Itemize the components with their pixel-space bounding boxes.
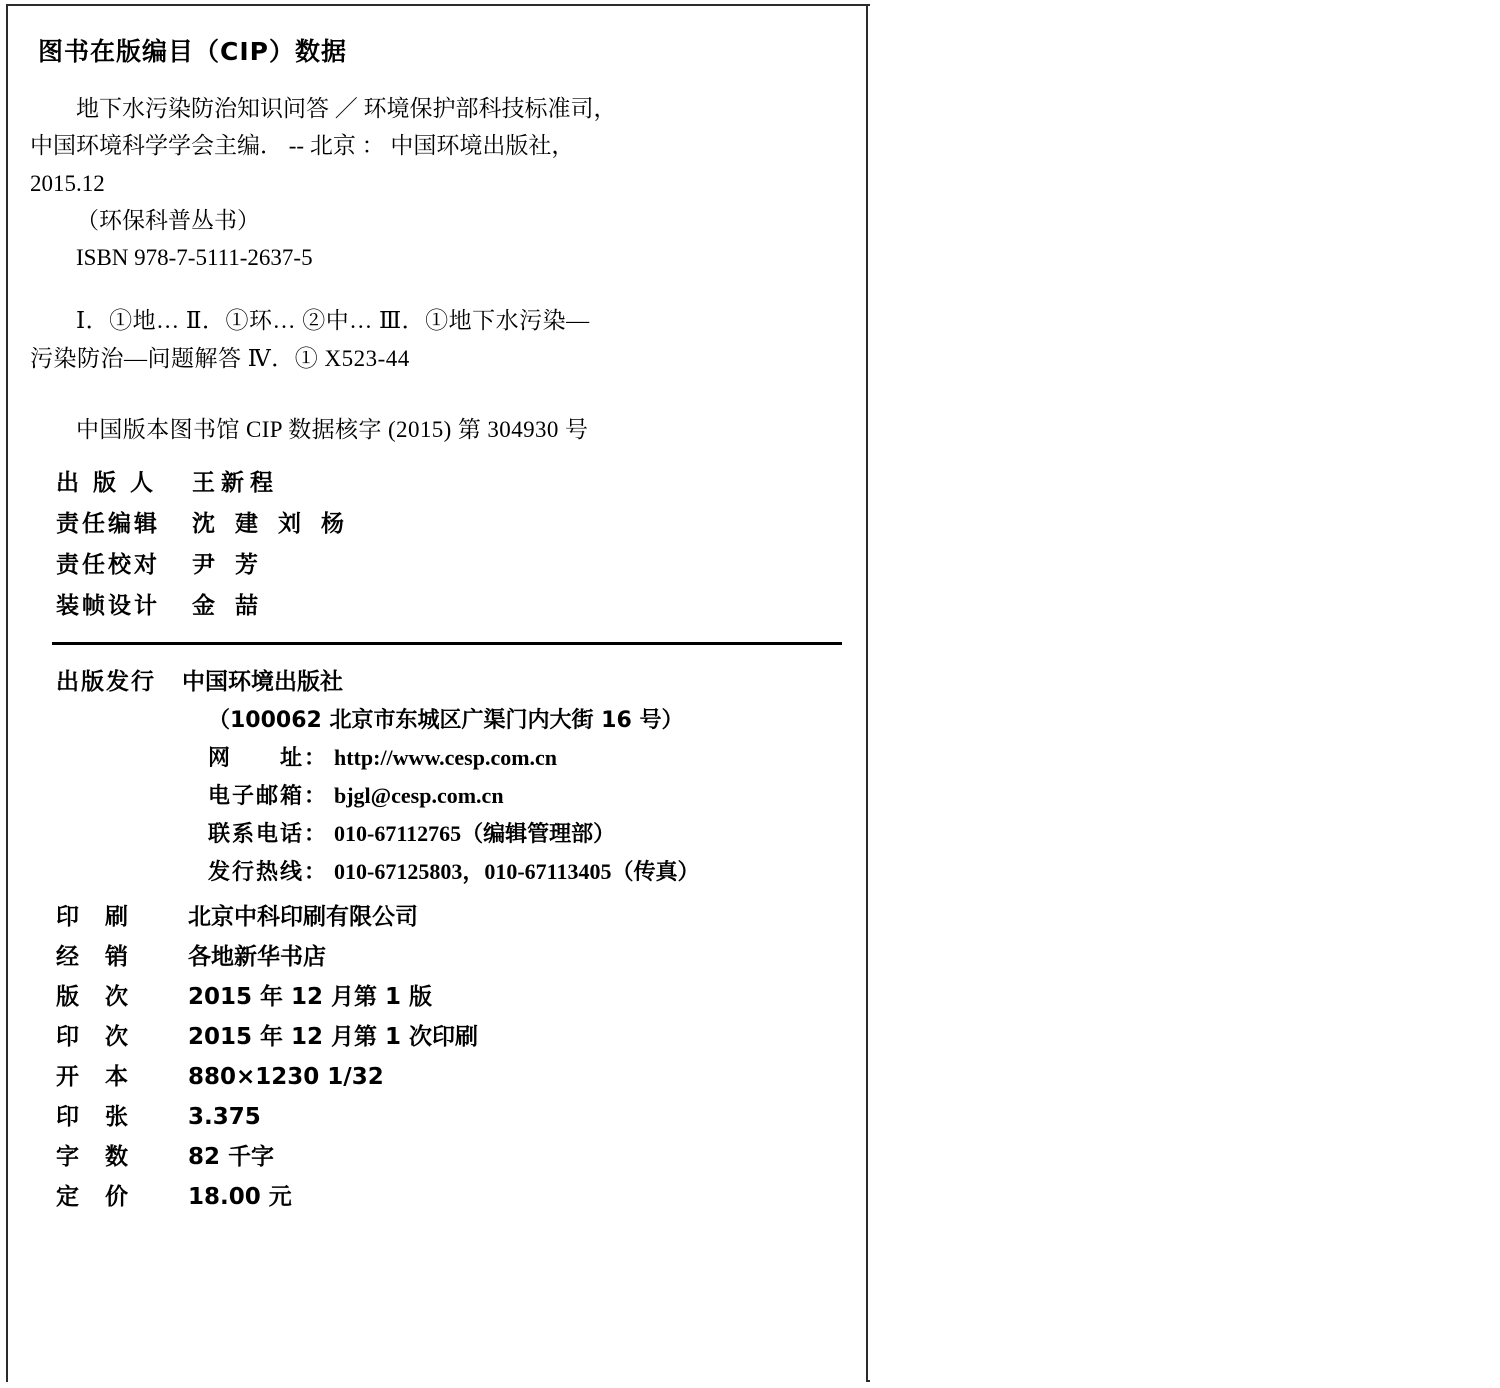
publisher-address: （100062 北京市东城区广渠门内大街 16 号） xyxy=(208,707,684,733)
publisher-hotline-row xyxy=(208,855,844,886)
hotline-label: 发行热线： xyxy=(208,859,329,885)
email-label: 电子邮箱： xyxy=(208,783,329,809)
website-label: 网 址： xyxy=(208,745,329,771)
spec-value-printing: 北京中科印刷有限公司 xyxy=(188,903,418,930)
cip-isbn: ISBN 978-7-5111-2637-5 xyxy=(76,245,313,270)
publisher-row xyxy=(56,663,844,696)
website-value: http://www.cesp.com.cn xyxy=(334,744,558,770)
spec-label-impression: 印次 xyxy=(56,1023,154,1050)
staff-label-publisher-person: 出 版 人 xyxy=(56,469,157,496)
staff-list xyxy=(30,464,844,620)
cip-classification-line-2: 污染防治—问题解答 Ⅳ．① X523-44 xyxy=(30,345,410,371)
spec-row xyxy=(56,1178,844,1211)
specs-list xyxy=(30,898,844,1211)
spec-label-price: 定价 xyxy=(56,1183,154,1210)
spec-value-impression: 2015 年 12 月第 1 次印刷 xyxy=(188,1023,479,1050)
spec-label-wordcount: 字数 xyxy=(56,1143,154,1170)
publisher-email-row xyxy=(208,779,844,810)
spec-row xyxy=(56,898,844,931)
cip-heading: 图书在版编目（CIP）数据 xyxy=(38,37,347,66)
staff-row xyxy=(56,464,844,497)
copyright-page-sheet xyxy=(8,6,868,1382)
spec-value-edition: 2015 年 12 月第 1 版 xyxy=(188,983,433,1010)
spec-value-distribution: 各地新华书店 xyxy=(188,943,326,970)
email-value: bjgl@cesp.com.cn xyxy=(334,782,504,808)
staff-row xyxy=(56,505,844,538)
cip-entry-block xyxy=(30,90,844,276)
spec-row xyxy=(56,1098,844,1131)
cip-series-name: （环保科普丛书） xyxy=(76,207,260,233)
spec-label-format: 开本 xyxy=(56,1063,154,1090)
publisher-name: 中国环境出版社 xyxy=(182,668,343,695)
spec-row xyxy=(56,1138,844,1171)
publisher-label: 出版发行 xyxy=(56,668,156,695)
publisher-website-row xyxy=(208,741,844,772)
staff-value-editor: 沈 建 刘 杨 xyxy=(192,510,351,537)
hotline-value: 010-67125803，010-67113405（传真） xyxy=(334,858,700,884)
cip-classification-block xyxy=(30,302,844,377)
publisher-phone-row xyxy=(208,817,844,848)
phone-value: 010-67112765（编辑管理部） xyxy=(334,820,616,846)
cip-entry-line-1: 地下水污染防治知识问答 ／ 环境保护部科技标准司， xyxy=(76,96,617,121)
staff-row xyxy=(56,546,844,579)
staff-value-designer: 金 喆 xyxy=(192,592,265,619)
spec-value-sheets: 3.375 xyxy=(188,1103,261,1130)
spec-value-price: 18.00 元 xyxy=(188,1183,292,1210)
publisher-block xyxy=(30,663,844,886)
phone-label: 联系电话： xyxy=(208,821,329,847)
cip-record-number: 中国版本图书馆 CIP 数据核字 (2015) 第 304930 号 xyxy=(76,416,589,442)
spec-row xyxy=(56,1058,844,1091)
staff-label-proofreader: 责任校对 xyxy=(56,551,160,578)
spec-label-edition: 版次 xyxy=(56,983,154,1010)
spec-row xyxy=(56,1018,844,1051)
spec-value-wordcount: 82 千字 xyxy=(188,1143,275,1170)
spec-label-distribution: 经销 xyxy=(56,943,154,970)
staff-label-editor: 责任编辑 xyxy=(56,510,160,537)
horizontal-divider xyxy=(52,642,842,645)
cip-entry-line-3: 2015.12 xyxy=(30,170,105,196)
staff-value-publisher-person: 王新程 xyxy=(192,469,279,496)
spacer-after-isbn xyxy=(30,276,844,302)
spec-row xyxy=(56,978,844,1011)
cip-classification-line-1: Ⅰ．①地… Ⅱ．①环… ②中… Ⅲ．①地下水污染— xyxy=(76,308,590,334)
staff-row xyxy=(56,587,844,620)
spec-label-printing: 印刷 xyxy=(56,903,154,930)
spec-row xyxy=(56,938,844,971)
staff-value-proofreader: 尹 芳 xyxy=(192,551,265,578)
cip-entry-line-2: 中国环境科学学会主编． -- 北京 ： 中国环境出版社， xyxy=(30,133,575,159)
spec-value-format: 880×1230 1/32 xyxy=(188,1063,384,1090)
staff-label-designer: 装帧设计 xyxy=(56,592,160,619)
spec-label-sheets: 印张 xyxy=(56,1103,154,1130)
